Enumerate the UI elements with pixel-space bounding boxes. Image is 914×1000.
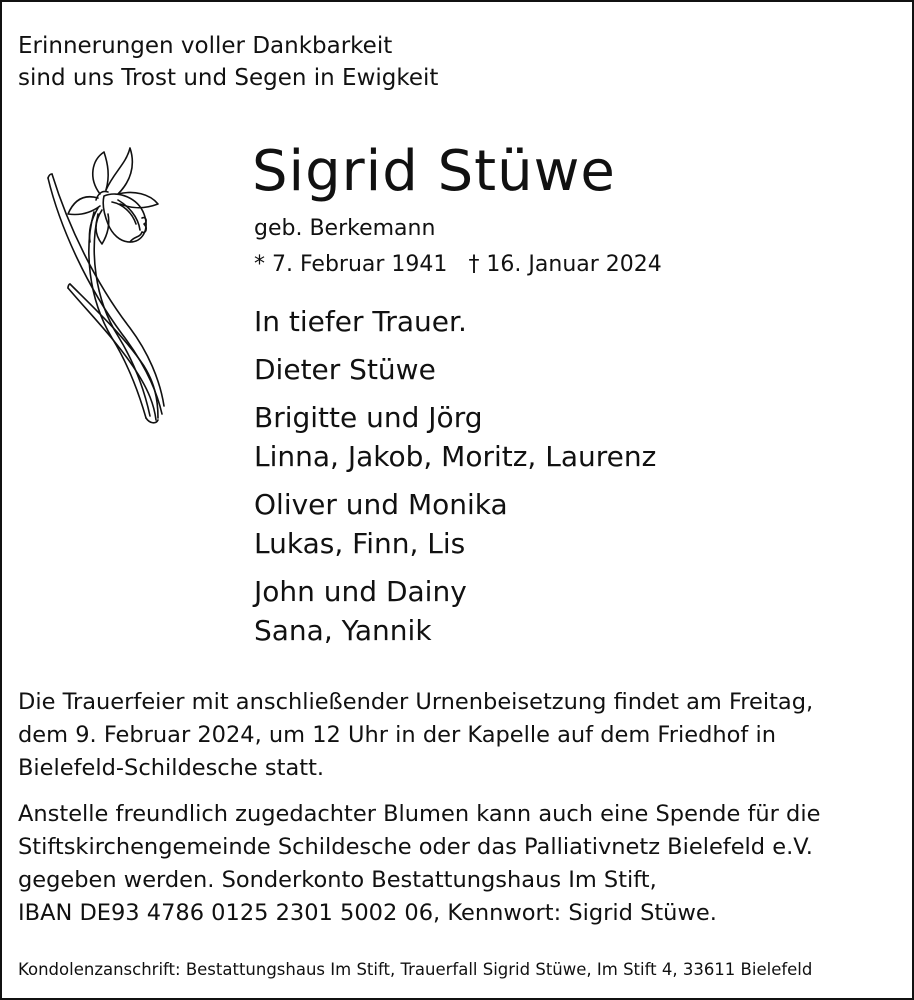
mourner-family (254, 398, 656, 476)
condolence-address: Kondolenzanschrift: Bestattungshaus Im Stift, Trauerfall Sigrid Stüwe, Im Stift 4, 33611 Bielefeld (18, 960, 813, 979)
mourners-intro: In tiefer Trauer. (254, 305, 467, 338)
maiden-name: geb. Berkemann (254, 216, 436, 241)
family-couple: Oliver und Monika (254, 488, 508, 521)
ceremony-line: dem 9. Februar 2024, um 12 Uhr in der Kapelle auf dem Friedhof in (18, 722, 776, 748)
death-date: † 16. Januar 2024 (468, 252, 662, 277)
motto (18, 30, 438, 94)
life-dates (254, 252, 662, 277)
daffodil-icon (38, 138, 178, 428)
donation-line: IBAN DE93 4786 0125 2301 5002 06, Kennwort: Sigrid Stüwe. (18, 900, 717, 926)
deceased-name: Sigrid Stüwe (252, 139, 616, 204)
birth-date: * 7. Februar 1941 (254, 252, 448, 277)
motto-line-1: Erinnerungen voller Dankbarkeit (18, 33, 393, 59)
mourner-family (254, 485, 656, 563)
mourner-family (254, 572, 656, 650)
donation-paragraph (18, 798, 898, 930)
family-children: Sana, Yannik (254, 614, 432, 647)
mourners-list (254, 302, 656, 659)
family-children: Linna, Jakob, Moritz, Laurenz (254, 440, 657, 473)
donation-line: Stiftskirchengemeinde Schildesche oder das Palliativnetz Bielefeld e.V. (18, 834, 813, 860)
ceremony-paragraph (18, 686, 898, 785)
donation-line: Anstelle freundlich zugedachter Blumen kann auch eine Spende für die (18, 801, 821, 827)
family-couple: Brigitte und Jörg (254, 401, 483, 434)
mourner-spouse: Dieter Stüwe (254, 353, 436, 386)
donation-line: gegeben werden. Sonderkonto Bestattungshaus Im Stift, (18, 867, 657, 893)
ceremony-line: Die Trauerfeier mit anschließender Urnenbeisetzung findet am Freitag, (18, 689, 814, 715)
family-couple: John und Dainy (254, 575, 467, 608)
family-children: Lukas, Finn, Lis (254, 527, 466, 560)
motto-line-2: sind uns Trost und Segen in Ewigkeit (18, 65, 439, 91)
ceremony-line: Bielefeld-Schildesche statt. (18, 755, 325, 781)
